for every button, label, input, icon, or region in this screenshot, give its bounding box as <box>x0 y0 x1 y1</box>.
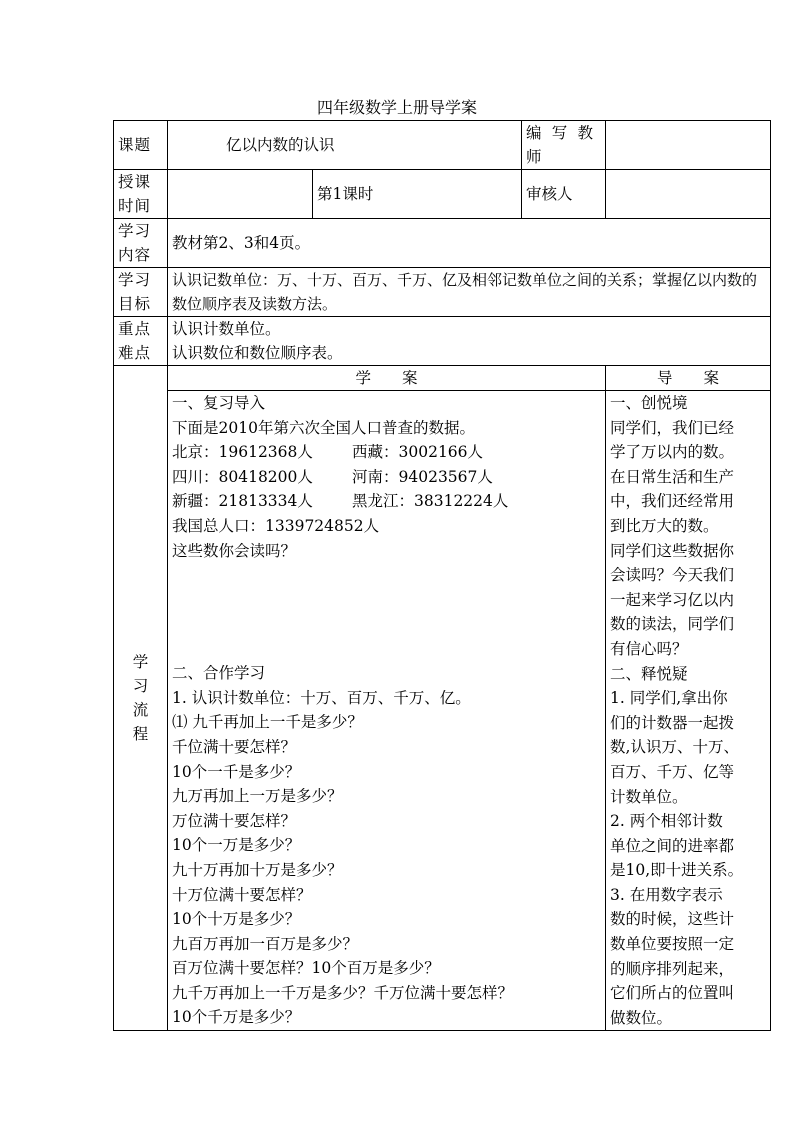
guide-plan-cell <box>606 391 771 1031</box>
section-intro: 下面是2010年第六次全国人口普查的数据。 <box>172 418 475 437</box>
key-points-label: 重点难点 <box>114 317 168 366</box>
study-line: 九百万再加一百万是多少？ <box>172 934 359 953</box>
goals-text: 认识记数单位：万、十万、百万、千万、亿及相邻记数单位之间的关系；掌握亿以内数的数位顺序表及读数方法。 <box>168 268 771 317</box>
topic-value: 亿以内数的认识 <box>168 121 522 170</box>
guide-line: 一、创悦境 <box>610 394 688 412</box>
study-line: ⑴ 九千再加上一千是多少？ <box>172 713 363 732</box>
study-plan-header: 学 案 <box>168 366 606 391</box>
content-text: 教材第2、3和4页。 <box>168 219 771 268</box>
content-label: 学习内容 <box>114 219 168 268</box>
topic-row <box>114 121 771 170</box>
goals-label: 学习目标 <box>114 268 168 317</box>
study-line: 10个十万是多少？ <box>172 910 301 929</box>
study-line: 1. 认识计数单位：十万、百万、千万、亿。 <box>172 688 471 707</box>
section-title: 二、合作学习 <box>172 664 266 683</box>
process-body-row <box>114 391 771 1031</box>
guide-line: 数,认识万、十万、 <box>610 738 739 757</box>
guide-line: 们的计数器一起拨 <box>610 713 735 732</box>
population-entry: 北京：19612368人 <box>172 443 313 462</box>
guide-line: 百万、千万、亿等 <box>610 762 735 781</box>
guide-line: 是10,即十进关系。 <box>610 861 744 880</box>
process-header-row <box>114 366 771 391</box>
lesson-plan-table <box>113 120 771 1031</box>
population-row <box>172 440 601 465</box>
study-line: 万位满十要怎样？ <box>172 811 297 830</box>
study-line: 10个一千是多少？ <box>172 762 301 781</box>
guide-line: 到比万大的数。 <box>610 516 719 535</box>
author-value <box>606 121 771 170</box>
guide-line: 计数单位。 <box>610 787 688 806</box>
study-line: 九千万再加上一千万是多少？千万位满十要怎样？ <box>172 983 514 1002</box>
spacer <box>172 563 601 661</box>
guide-line: 它们所占的位置叫 <box>610 984 735 1003</box>
population-entry: 河南：94023567人 <box>352 467 493 486</box>
guide-line: 一起来学习亿以内 <box>610 590 735 609</box>
guide-line: 中，我们还经常用 <box>610 492 735 511</box>
guide-line: 做数位。 <box>610 1008 673 1027</box>
content-row <box>114 219 771 268</box>
population-entry: 四川：80418200人 <box>172 467 313 486</box>
study-line: 10个千万是多少？ <box>172 1008 301 1027</box>
date-label: 授课时间 <box>114 170 168 219</box>
process-label-cell <box>114 366 168 1031</box>
guide-line: 同学们，我们已经 <box>610 418 735 437</box>
population-entry: 黑龙江：38312224人 <box>352 492 509 511</box>
guide-line: 2. 两个相邻计数 <box>610 812 723 831</box>
population-row <box>172 489 601 514</box>
guide-line: 单位之间的进率都 <box>610 836 735 855</box>
guide-line: 二、释悦疑 <box>610 664 688 683</box>
population-row <box>172 465 601 490</box>
date-value <box>168 170 313 219</box>
guide-line: 3. 在用数字表示 <box>610 885 723 904</box>
author-label: 编写教师 <box>522 121 606 170</box>
guide-line: 学了万以内的数。 <box>610 443 735 462</box>
process-label: 学习流程 <box>132 653 149 744</box>
period-value: 第1课时 <box>313 170 522 219</box>
study-line: 千位满十要怎样？ <box>172 737 297 756</box>
study-line: 十万位满十要怎样？ <box>172 885 312 904</box>
key-point-item: 认识计数单位。 <box>172 320 281 338</box>
guide-line: 1. 同学们,拿出你 <box>610 689 728 708</box>
guide-line: 的顺序排列起来， <box>610 959 735 978</box>
population-entry: 新疆：21813334人 <box>172 492 313 511</box>
guide-line: 数的时候，这些计 <box>610 910 735 929</box>
reviewer-value <box>606 170 771 219</box>
topic-label: 课题 <box>114 121 168 170</box>
total-population: 我国总人口：1339724852人 <box>172 516 380 535</box>
reading-question: 这些数你会读吗？ <box>172 541 297 560</box>
key-points-cell <box>168 317 771 366</box>
key-points-row <box>114 317 771 366</box>
guide-line: 有信心吗？ <box>610 639 688 658</box>
goals-row <box>114 268 771 317</box>
guide-line: 数单位要按照一定 <box>610 935 735 954</box>
schedule-row <box>114 170 771 219</box>
guide-line: 数的读法，同学们 <box>610 615 735 634</box>
reviewer-label: 审核人 <box>522 170 606 219</box>
guide-plan-header: 导 案 <box>606 366 771 391</box>
guide-line: 在日常生活和生产 <box>610 467 735 486</box>
key-point-item: 认识数位和数位顺序表。 <box>172 344 343 362</box>
guide-line: 会读吗？今天我们 <box>610 566 735 585</box>
section-title: 一、复习导入 <box>172 394 266 412</box>
study-line: 九十万再加十万是多少？ <box>172 860 343 879</box>
study-plan-cell <box>168 391 606 1031</box>
population-entry: 西藏：3002166人 <box>352 443 484 462</box>
study-line: 百万位满十要怎样？10个百万是多少？ <box>172 959 440 978</box>
document-title: 四年级数学上册导学案 <box>316 98 477 117</box>
guide-line: 同学们这些数据你 <box>610 541 735 560</box>
study-line: 10个一万是多少？ <box>172 836 301 855</box>
study-line: 九万再加上一万是多少？ <box>172 787 343 806</box>
